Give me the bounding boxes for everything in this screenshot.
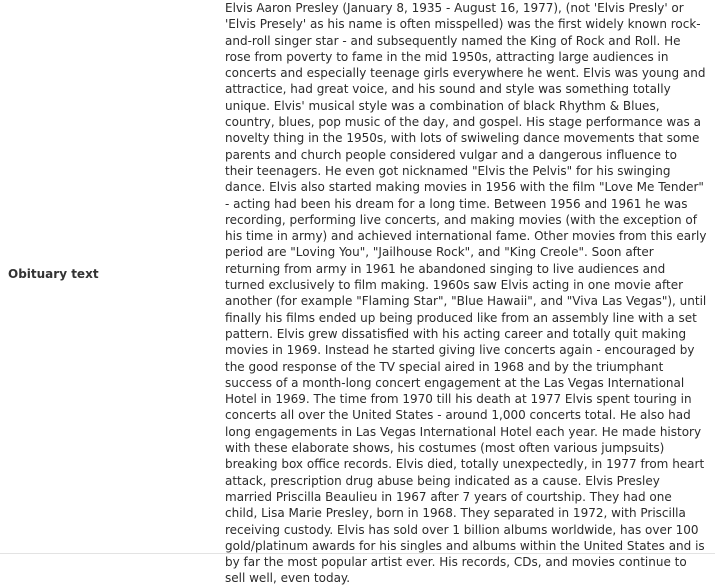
row-divider <box>0 553 715 554</box>
obituary-text-label: Obituary text <box>8 267 99 281</box>
obituary-text-value: Elvis Aaron Presley (January 8, 1935 - August 16, 1977), (not 'Elvis Presly' or 'Elvis Presely' as his name is often misspelled) was the first widely known rock-and-roll singer star - and subsequently named the King of Rock and Roll. He rose from poverty to fame in the mid 1950s, attracting large audiences in concerts and especially teenage girls everywhere he went. Elvis was young and attractice, had great voice, and his sound and style was something totally unique. Elvis' musical style was a combination of black Rhythm & Blues, country, blues, pop music of the day, and gospel. His stage performance was a novelty thing in the 1950s, with lots of swiweling dance movements that some parents and church people considered vulgar and a dangerous influence to their teenagers. He even got nicknamed "Elvis the Pelvis" for his swinging dance. Elvis also started making movies in 1956 with the film "Love Me Tender" - acting had been his dream for a long time. Between 1956 and 1961 he was recording, performing live concerts, and making movies (with the exception of his time in army) and achieved international fame. Other movies from this early period are "Loving You", "Jailhouse Rock", and "King Creole". Soon after returning from army in 1961 he abandoned singing to live audiences and turned exclusively to film making. 1960s saw Elvis acting in one movie after another (for example "Flaming Star", "Blue Hawaii", and "Viva Las Vegas"), until finally his films ended up being produced like from an assembly line with a set pattern. Elvis grew dissatisfied with his acting career and totally quit making movies in 1969. Instead he started giving live concerts again - encouraged by the good response of the TV special aired in 1968 and by the triumphant success of a month-long concert engagement at the Las Vegas International Hotel in 1969. The time from 1970 till his death at 1977 Elvis spent touring in concerts all over the United States - around 1,000 concerts total. He also had long engagements in Las Vegas International Hotel each year. He made history with these elaborate shows, his costumes (most often various jumpsuits) breaking box office records. Elvis died, totally unexpectedly, in 1977 from heart attack, prescription drug abuse being indicated as a cause. Elvis Presley married Priscilla Beaulieu in 1967 after 7 years of courtship. They had one child, Lisa Marie Presley, born in 1968. They separated in 1972, with Priscilla receiving custody. Elvis has sold over 1 billion albums worldwide, has over 100 gold/platinum awards for his singles and albums within the United States and is by far the most popular artist ever. His records, CDs, and movies continue to sell well, even today. <box>225 1 707 586</box>
